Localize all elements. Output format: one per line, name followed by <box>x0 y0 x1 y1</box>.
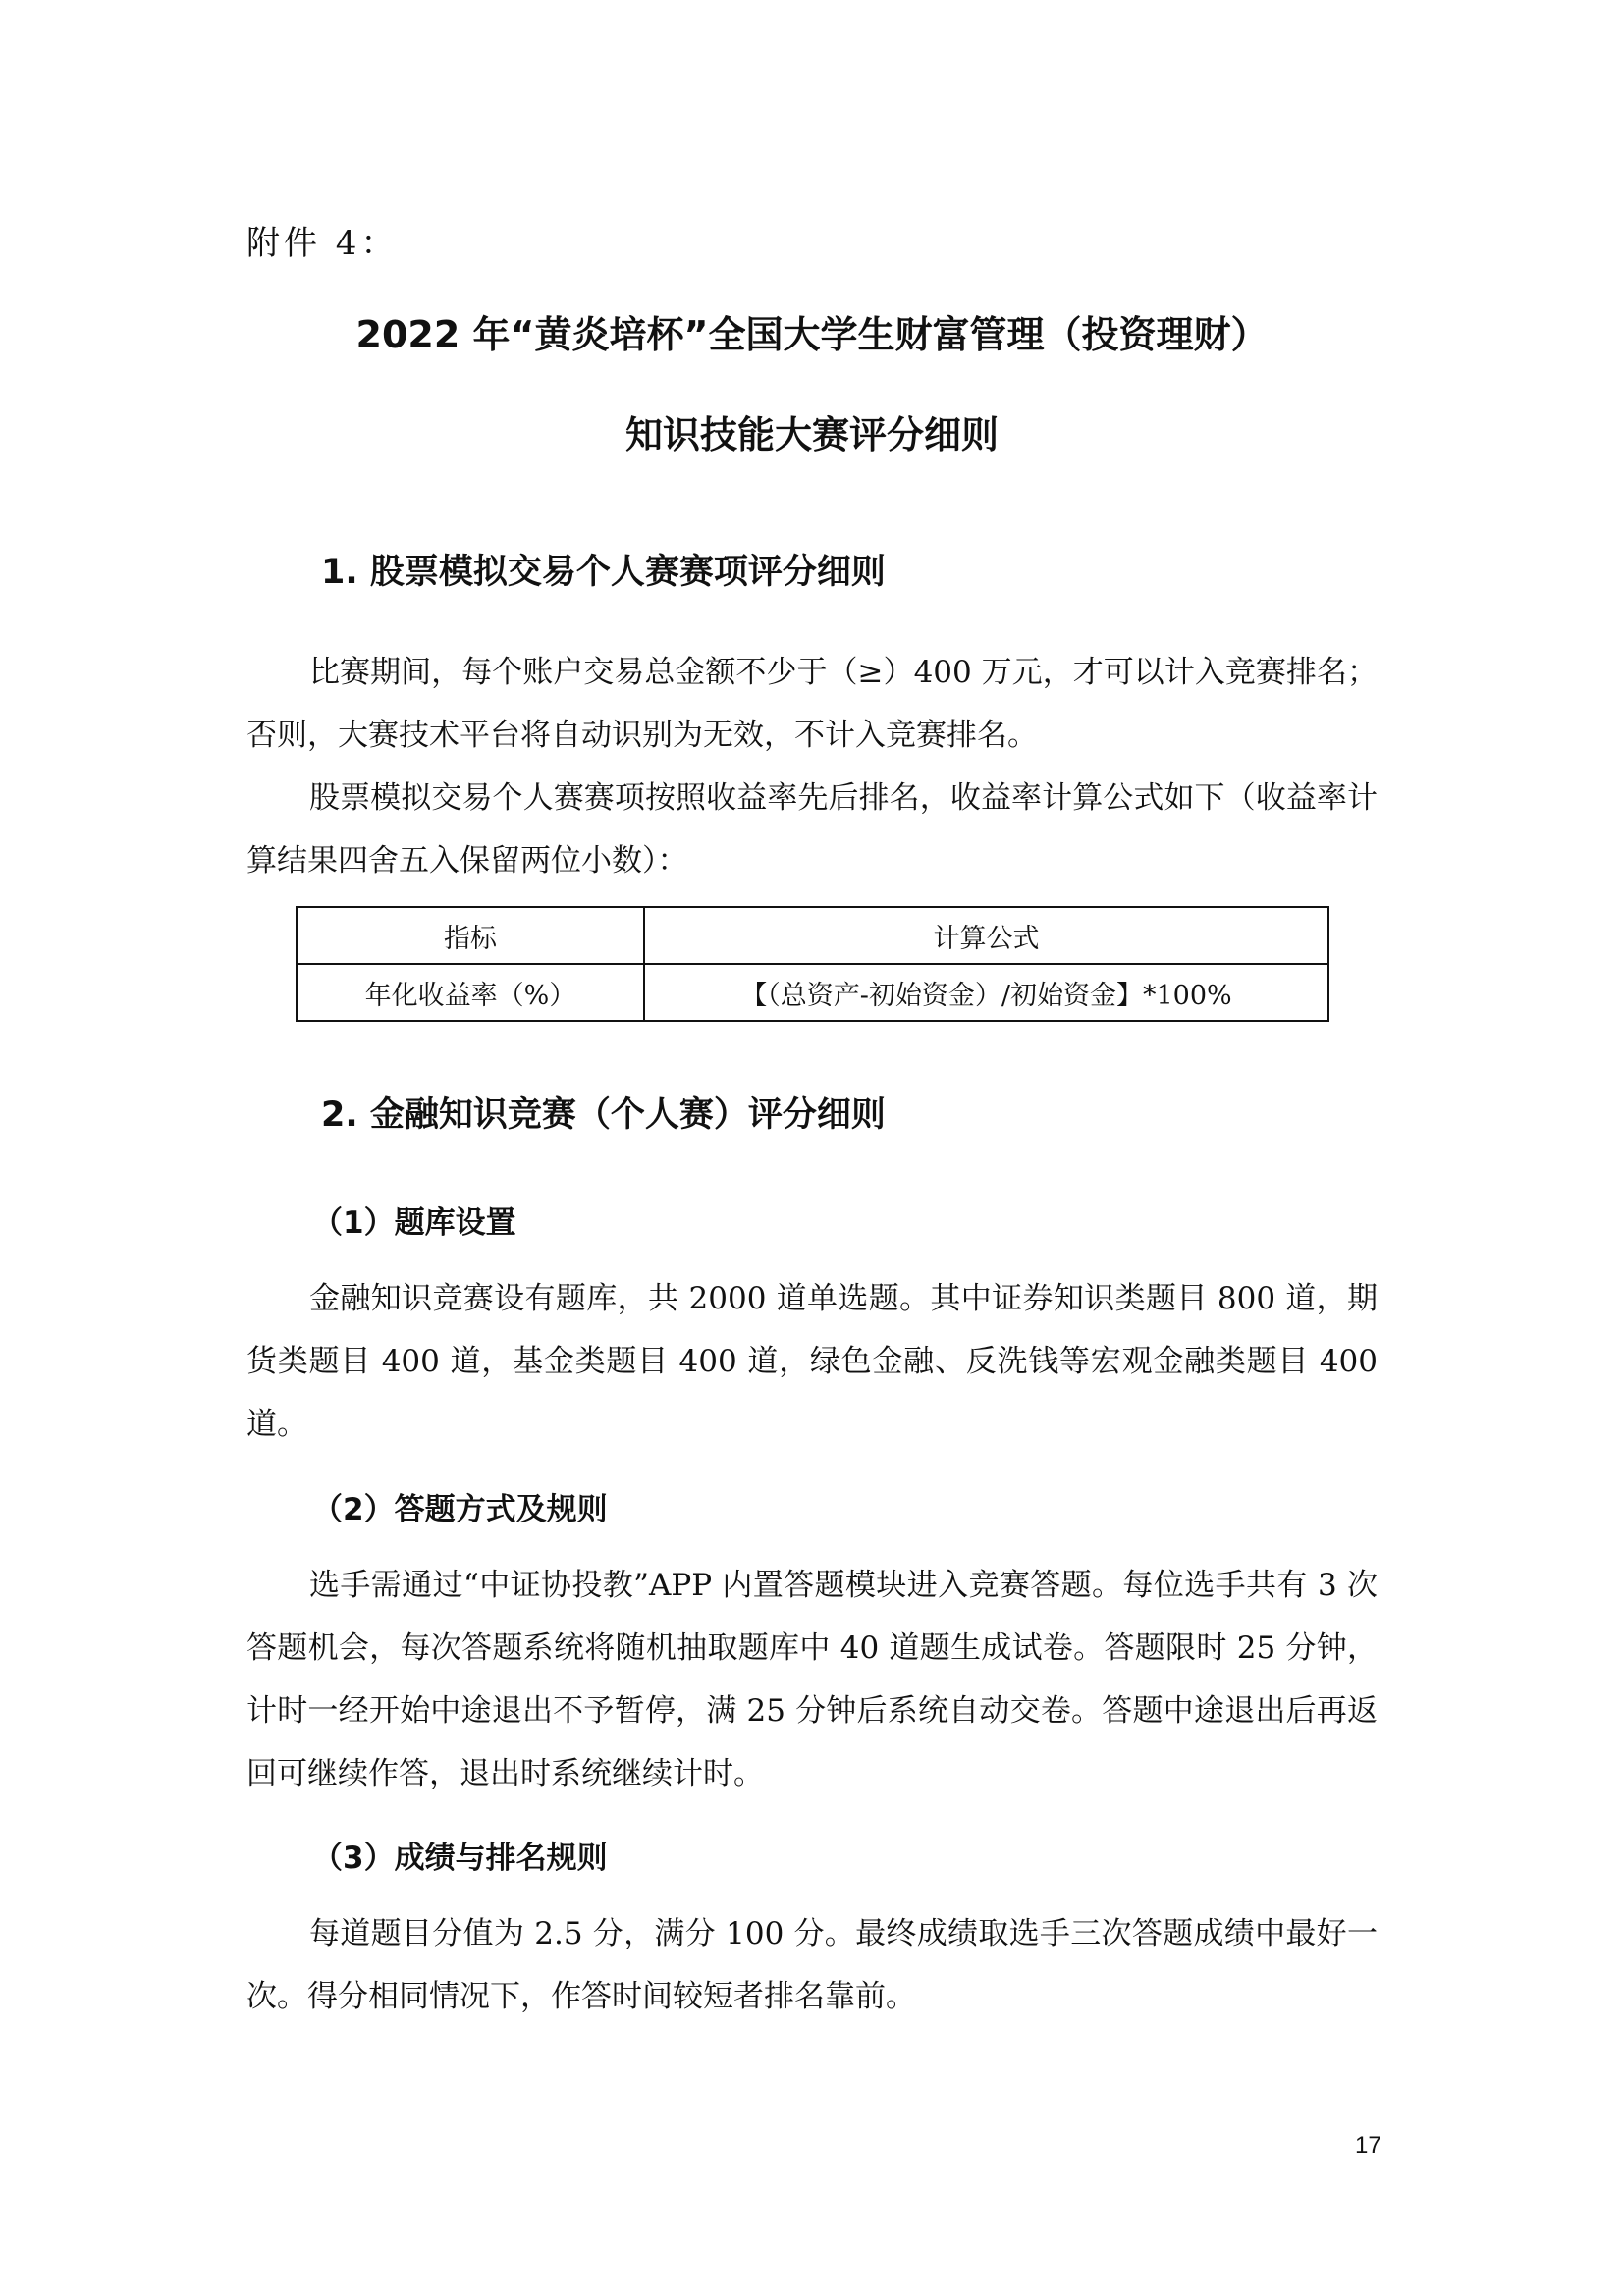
subsection2-heading: （2）答题方式及规则 <box>312 1492 608 1527</box>
subsection1-heading: （1）题库设置 <box>312 1205 516 1241</box>
table-cell-formula: 【（总资产-初始资金）/初始资金】*100% <box>644 964 1328 1021</box>
table-header-formula: 计算公式 <box>644 907 1328 964</box>
section2-heading: 2. 金融知识竞赛（个人赛）评分细则 <box>321 1095 886 1135</box>
table-header-indicator: 指标 <box>297 907 644 964</box>
section1-heading: 1. 股票模拟交易个人赛赛项评分细则 <box>321 553 886 592</box>
document-title-line2: 知识技能大赛评分细则 <box>624 413 999 456</box>
table-cell-indicator: 年化收益率（%） <box>297 964 644 1021</box>
section1-paragraph1: 比赛期间，每个账户交易总金额不少于（≥）400 万元，才可以计入竞赛排名；否则，大赛技术平台将自动识别为无效，不计入竞赛排名。 <box>246 655 1378 753</box>
subsection2-paragraph: 选手需通过“中证协投教”APP 内置答题模块进入竞赛答题。每位选手共有 3 次答题机会，每次答题系统将随机抽取题库中 40 道题生成试卷。答题限时 25 分钟，计时一经开始中途退出不予暂停，满 25 分钟后系统自动交卷。答题中途退出后再返回可继续作答，退出时系统继续计时。 <box>246 1568 1378 1791</box>
section1-paragraph2: 股票模拟交易个人赛赛项按照收益率先后排名，收益率计算公式如下（收益率计算结果四舍五入保留两位小数）： <box>246 780 1378 879</box>
document-title-line1: 2022 年“黄炎培杯”全国大学生财富管理（投资理财） <box>355 313 1269 356</box>
return-formula-table <box>296 906 1329 1022</box>
subsection3-paragraph: 每道题目分值为 2.5 分，满分 100 分。最终成绩取选手三次答题成绩中最好一次。得分相同情况下，作答时间较短者排名靠前。 <box>246 1916 1378 2014</box>
annex-label: 附件 4： <box>246 224 399 263</box>
table-header-row <box>297 907 1328 964</box>
subsection3-heading: （3）成绩与排名规则 <box>312 1841 608 1876</box>
page-number: 17 <box>1355 2132 1381 2159</box>
table-row <box>297 964 1328 1021</box>
subsection1-paragraph: 金融知识竞赛设有题库，共 2000 道单选题。其中证券知识类题目 800 道，期货类题目 400 道，基金类题目 400 道，绿色金融、反洗钱等宏观金融类题目 400 道。 <box>246 1281 1378 1442</box>
